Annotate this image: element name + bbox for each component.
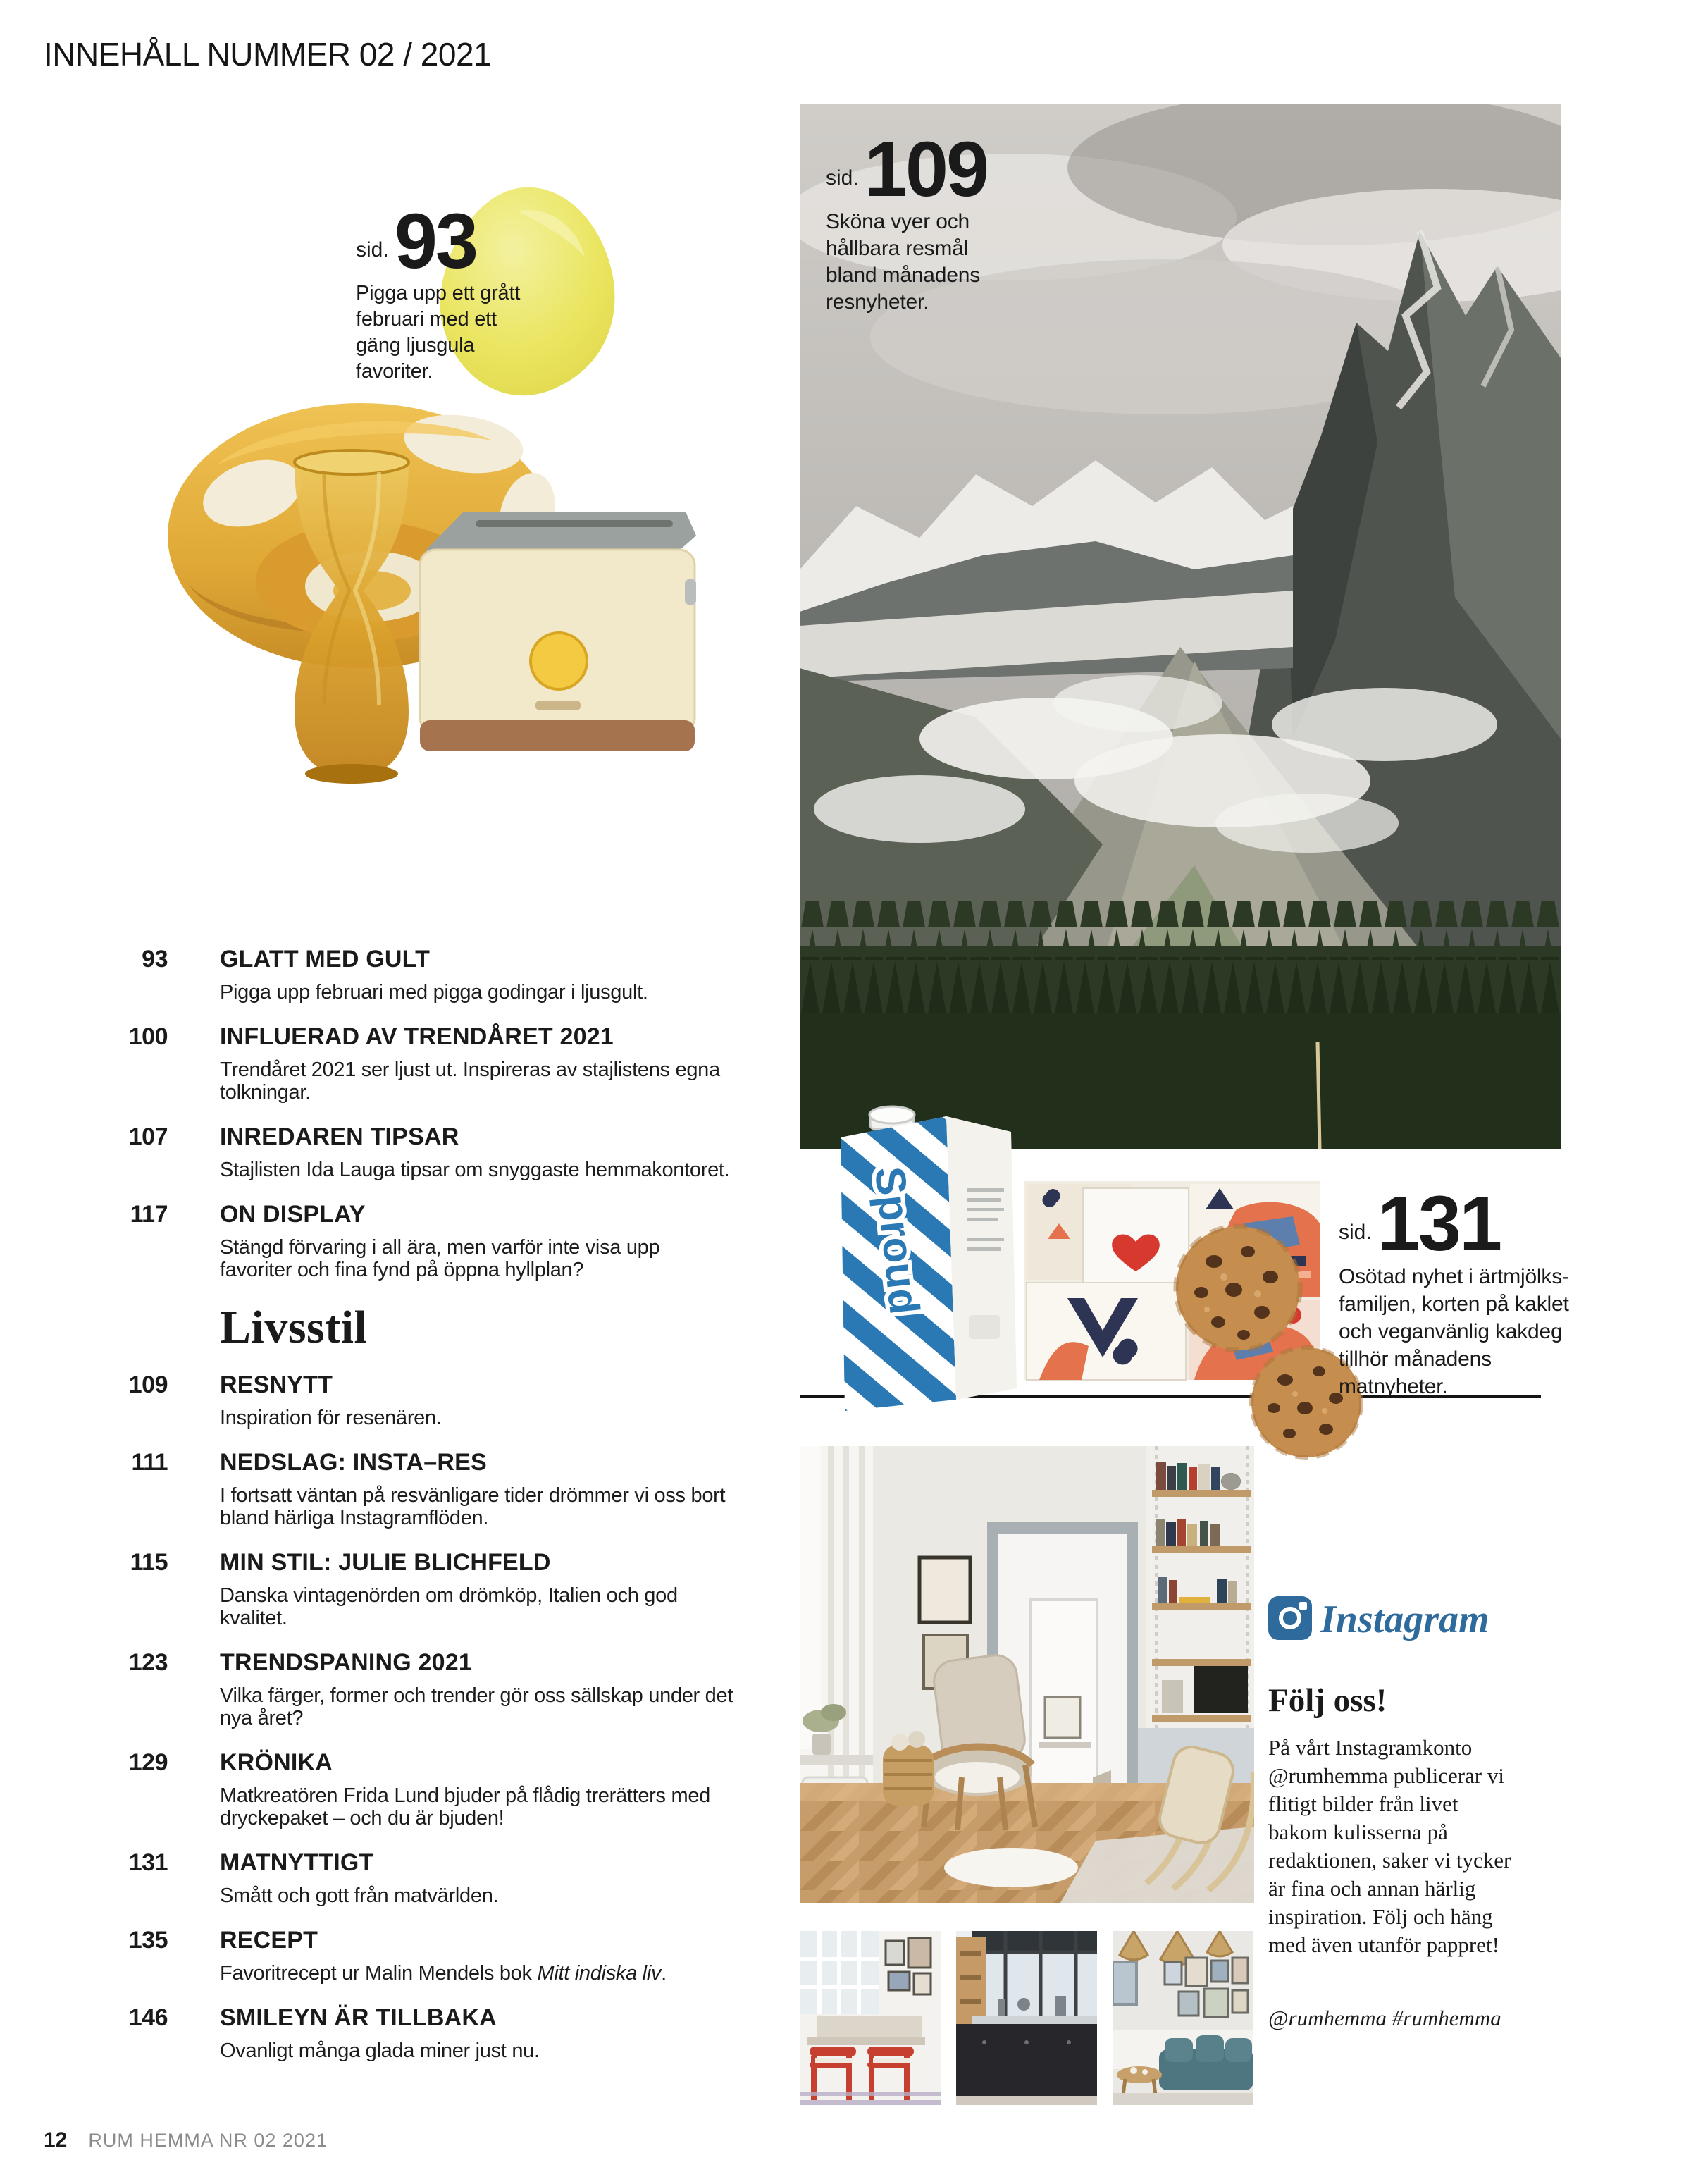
toc-entry-page-number: 146 [128,2004,168,2031]
small-photo-dining-room [800,1931,941,2105]
toc-entry [120,1749,782,1830]
carton-brand-text: Sproud [866,1164,929,1317]
svg-text:Instagram: Instagram [1320,1598,1489,1641]
feature-page-131 [1339,1180,1592,1400]
toc-entry [120,1023,782,1104]
feature-page-number: 131 [1377,1180,1501,1267]
instagram-handles: @rumhemma #rumhemma [1268,2006,1501,2030]
toc-entry [120,2004,782,2062]
instagram-panel [1268,1594,1564,2031]
toc-entry [120,1927,782,1985]
toc-entry-title: ON DISPLAY [220,1201,366,1228]
toc-entry-title: KRÖNIKA [220,1749,333,1776]
toc-entry [120,1649,782,1729]
instagram-logo [1268,1594,1529,1642]
toc-entry-title: INFLUERAD AV TRENDÅRET 2021 [220,1023,614,1050]
toc-entry-title: RECEPT [220,1927,318,1954]
toc-entry [120,1371,782,1429]
toc-entry-page-number: 129 [128,1749,168,1776]
toc-entry-description: I fortsatt väntan på resvänligare tider drömmer vi oss bort bland härliga Instagramflöden. [220,1484,726,1529]
toc-entry [120,946,782,1004]
toc-entry-page-number: 109 [128,1371,168,1398]
toc-entry-title: MATNYTTIGT [220,1849,374,1876]
toc-entry-description: Trendåret 2021 ser ljust ut. Inspireras av stajlistens egna tolkningar. [220,1059,720,1104]
feature-page-number: 109 [864,126,988,213]
yellow-products-image [161,402,696,788]
toc-entry-title: SMILEYN ÄR TILLBAKA [220,2004,497,2031]
follow-us-heading: Följ oss! [1268,1682,1387,1719]
cookie-image [1176,1226,1300,1350]
feature-page-number: 93 [394,198,477,285]
toc-entry [120,1849,782,1907]
toc-entry-description: Matkreatören Frida Lund bjuder på flådig trerätters med dryckepaket – och du är bjuden! [220,1784,710,1830]
toc-entry-page-number: 123 [128,1649,168,1676]
toc-entry-description: Stajlisten Ida Lauga tipsar om snyggaste hemmakontoret. [220,1159,730,1181]
toc-entry-description: Pigga upp februari med pigga godingar i ljusgult. [220,981,648,1004]
feature-caption: Osötad nyhet i ärtmjölks-familjen, korten på kaklet och veganvänlig kakdeg tillhör månadens matnyheter. [1339,1265,1569,1399]
page-footer [44,2128,328,2152]
toc-entry [120,1549,782,1629]
sid-label: sid. [356,238,389,262]
toc-entry-page-number: 111 [131,1449,168,1476]
toc-entry-description: Favoritrecept ur Malin Mendels bok Mitt indiska liv. [220,1962,667,1985]
feature-caption: Sköna vyer och hållbara resmål bland månadens resnyheter. [826,210,981,314]
toc-entry [120,1201,782,1281]
toc-list [120,946,782,2082]
toc-section-heading: Livsstil [220,1302,368,1353]
toc-entry-description: Ovanligt många glada miner just nu. [220,2040,540,2062]
toc-entry-description: Stängd förvaring i all ära, men varför inte visa upp favoriter och fina fynd på öppna hyllplan? [220,1236,660,1281]
sid-label: sid. [1339,1221,1372,1245]
small-photo-kitchen [956,1931,1097,2105]
toc-entry-title: INREDAREN TIPSAR [220,1123,459,1150]
folio-label: RUM HEMMA NR 02 2021 [88,2130,328,2151]
food-news-image [800,1104,1321,1422]
page-title: INNEHÅLL NUMMER 02 / 2021 [44,36,492,73]
toc-entry-page-number: 93 [142,946,168,973]
toc-entry-title: NEDSLAG: INSTA–RES [220,1449,487,1476]
toc-entry-page-number: 117 [130,1201,168,1228]
sproud-milk-carton [841,1106,1017,1411]
folio-page-number: 12 [44,2128,68,2152]
toc-entry-title: MIN STIL: JULIE BLICHFELD [220,1549,551,1576]
sid-label: sid. [826,166,859,190]
feature-page-109 [826,126,1017,316]
toc-entry-page-number: 135 [128,1927,168,1954]
toc-entry-page-number: 100 [128,1023,168,1050]
instagram-body-text: På vårt Instagramkonto @rumhemma publicerar vi flitigt bilder från livet bakom kulisserna på redaktionen, saker vi tycker är fina och annan härlig inspiration. Följ och häng med även utanför pappret! [1268,1735,1511,1957]
toc-entry-page-number: 115 [130,1549,168,1576]
small-photo-teal-sofa [1113,1931,1253,2105]
toc-entry-title: TRENDSPANING 2021 [220,1649,472,1676]
toaster [420,512,696,751]
teal-sofa [1159,2035,1253,2090]
toc-entry-page-number: 131 [128,1849,168,1876]
feature-caption: Pigga upp ett grått februari med ett gäng ljusgula favoriter. [356,282,521,383]
toc-entry-description: Inspiration för resenären. [220,1407,442,1429]
interior-livingroom-photo [800,1446,1254,1903]
toc-entry [120,1123,782,1181]
feature-page-93 [356,198,539,385]
toc-entry-page-number: 107 [128,1123,168,1150]
toc-entry-description: Vilka färger, former och trender gör oss sällskap under det nya året? [220,1684,733,1729]
toc-entry-title: GLATT MED GULT [220,946,431,973]
toc-entry-description: Smått och gott från matvärlden. [220,1884,499,1907]
toc-entry-description: Danska vintagenörden om drömköp, Italien och god kvalitet. [220,1584,678,1629]
instagram-icon [1268,1596,1312,1640]
toc-entry [120,1449,782,1529]
toc-entry-title: RESNYTT [220,1371,333,1398]
